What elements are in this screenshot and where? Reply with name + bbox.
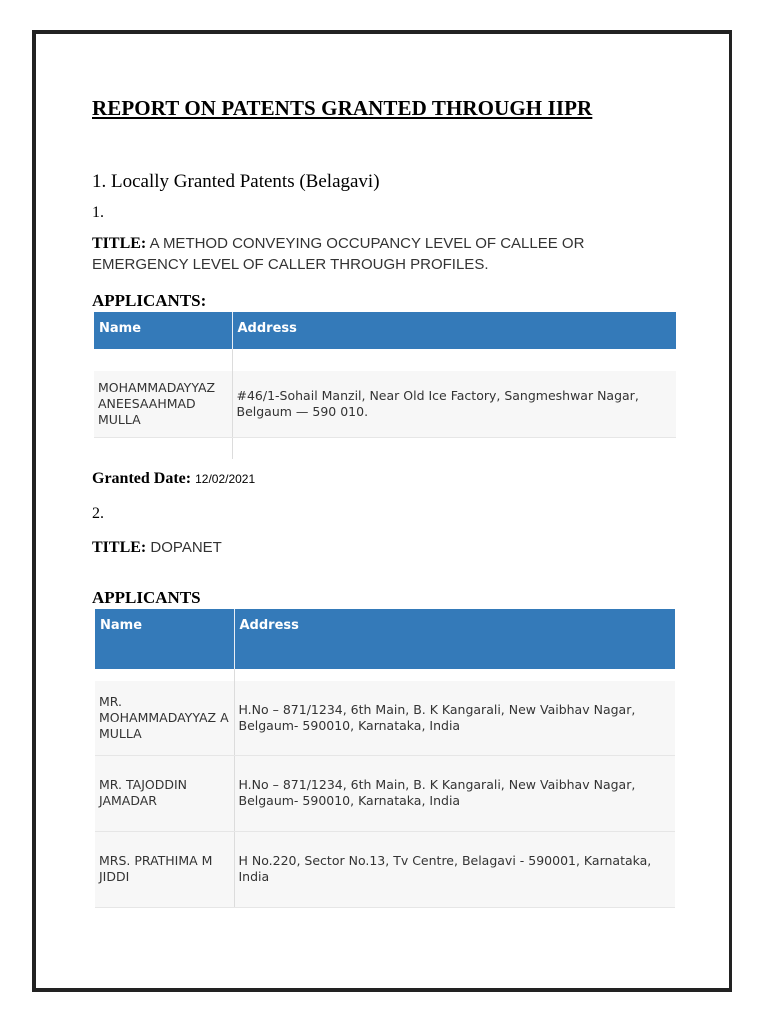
granted-date-label: Granted Date: bbox=[92, 470, 192, 487]
applicant-address: H No.220, Sector No.13, Tv Centre, Belagavi - 590001, Karnataka, India bbox=[234, 831, 675, 907]
patent-2-number: 2. bbox=[92, 505, 104, 522]
table-spacer-row bbox=[94, 437, 676, 459]
table-header-row bbox=[94, 312, 676, 349]
applicant-name: MOHAMMADAYYAZ ANEESAAHMAD MULLA bbox=[94, 371, 232, 437]
name-column-header: Name bbox=[95, 609, 234, 669]
section-heading: 1. Locally Granted Patents (Belagavi) bbox=[92, 171, 380, 192]
applicant-name: MR. MOHAMMADAYYAZ A MULLA bbox=[95, 681, 234, 755]
table-row bbox=[94, 371, 676, 437]
report-title: REPORT ON PATENTS GRANTED THROUGH IIPR bbox=[92, 96, 593, 120]
patent-2-title-text: DOPANET bbox=[150, 539, 222, 556]
table-row bbox=[95, 831, 675, 907]
table-row bbox=[95, 681, 675, 755]
table-row bbox=[95, 755, 675, 831]
patent-1-title-text: A METHOD CONVEYING OCCUPANCY LEVEL OF CALLEE OR EMERGENCY LEVEL OF CALLER THROUGH PROFILES. bbox=[92, 235, 585, 273]
table-spacer-row bbox=[94, 349, 676, 371]
applicant-address: #46/1-Sohail Manzil, Near Old Ice Factory, Sangmeshwar Nagar, Belgaum — 590 010. bbox=[232, 371, 676, 437]
address-column-header: Address bbox=[234, 609, 675, 669]
patent-1-granted-date bbox=[92, 470, 255, 488]
patent-1-title bbox=[92, 233, 652, 275]
applicant-address: H.No – 871/1234, 6th Main, B. K Kangarali, New Vaibhav Nagar, Belgaum- 590010, Karnataka, India bbox=[234, 681, 675, 755]
applicant-name: MRS. PRATHIMA M JIDDI bbox=[95, 831, 234, 907]
address-column-header: Address bbox=[232, 312, 676, 349]
table-spacer-row bbox=[95, 669, 675, 681]
applicant-address: H.No – 871/1234, 6th Main, B. K Kangarali, New Vaibhav Nagar, Belgaum- 590010, Karnataka, India bbox=[234, 755, 675, 831]
title-label: TITLE: bbox=[92, 235, 147, 252]
patent-2-applicants-table bbox=[95, 609, 675, 908]
patent-1-number: 1. bbox=[92, 204, 104, 221]
name-column-header: Name bbox=[94, 312, 232, 349]
patent-1-applicants-heading: APPLICANTS: bbox=[92, 291, 207, 310]
table-header-row bbox=[95, 609, 675, 669]
patent-2-title bbox=[92, 537, 652, 558]
title-label: TITLE: bbox=[92, 539, 147, 556]
granted-date-value: 12/02/2021 bbox=[195, 472, 256, 486]
applicant-name: MR. TAJODDIN JAMADAR bbox=[95, 755, 234, 831]
patent-1-applicants-table bbox=[94, 312, 676, 459]
patent-2-applicants-heading: APPLICANTS bbox=[92, 588, 201, 607]
